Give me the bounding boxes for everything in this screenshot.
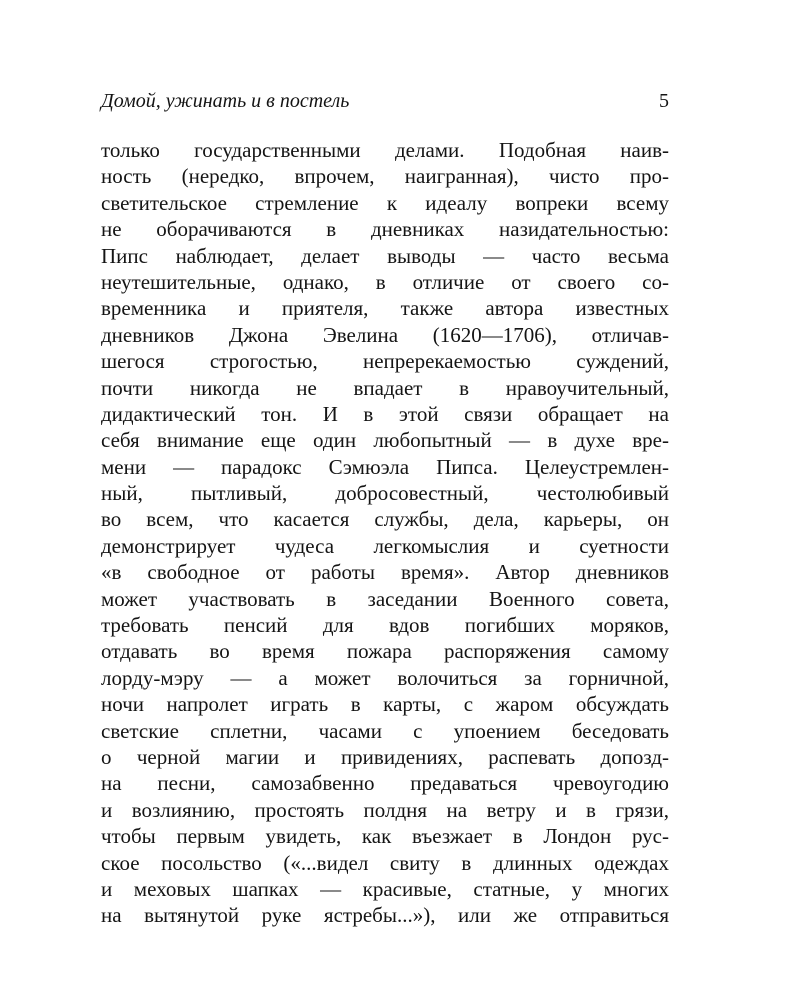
text-line: ность (нередко, впрочем, наигранная), чисто про- — [101, 164, 669, 189]
text-line: мени — парадокс Сэмюэла Пипса. Целеустремлен- — [101, 454, 669, 479]
text-line: ночи напролет играть в карты, с жаром обсуждать — [101, 692, 669, 717]
text-line: лорду-мэру — а может волочиться за горничной, — [101, 665, 669, 690]
text-line: «в свободное от работы время». Автор дневников — [101, 560, 669, 585]
text-line: неутешительные, однако, в отличие от своего со- — [101, 269, 669, 294]
text-line: и меховых шапках — красивые, статные, у многих — [101, 876, 669, 901]
text-line: требовать пенсий для вдов погибших моряков, — [101, 613, 669, 638]
text-line: дидактический тон. И в этой связи обращает на — [101, 401, 669, 426]
text-line: ный, пытливый, добросовестный, честолюбивый — [101, 481, 669, 506]
text-line: во всем, что касается службы, дела, карьеры, он — [101, 507, 669, 532]
text-line: временника и приятеля, также автора известных — [101, 296, 669, 321]
body-text — [101, 137, 669, 929]
text-line: светские сплетни, часами с упоением беседовать — [101, 718, 669, 743]
text-line: демонстрирует чудеса легкомыслия и суетности — [101, 533, 669, 558]
text-line: не оборачиваются в дневниках назидательностью: — [101, 217, 669, 242]
page-number: 5 — [659, 90, 669, 112]
text-line: на песни, самозабвенно предаваться чревоугодию — [101, 771, 669, 796]
text-line: может участвовать в заседании Военного совета, — [101, 586, 669, 611]
text-line: дневников Джона Эвелина (1620—1706), отличав- — [101, 322, 669, 347]
text-line: и возлиянию, простоять полдня на ветру и в грязи, — [101, 797, 669, 822]
text-line: шегося строгостью, непререкаемостью суждений, — [101, 349, 669, 374]
text-line: на вытянутой руке ястребы...»), или же отправиться — [101, 903, 669, 928]
text-line: чтобы первым увидеть, как въезжает в Лондон рус- — [101, 824, 669, 849]
text-line: Пипс наблюдает, делает выводы — часто весьма — [101, 243, 669, 268]
running-title: Домой, ужинать и в постель — [101, 90, 350, 112]
text-line: ское посольство («...видел свиту в длинных одеждах — [101, 850, 669, 875]
text-line: только государственными делами. Подобная наив- — [101, 138, 669, 162]
text-line: светительское стремление к идеалу вопреки всему — [101, 190, 669, 215]
running-head — [101, 88, 669, 114]
text-line: себя внимание еще один любопытный — в духе вре- — [101, 428, 669, 453]
text-line: о черной магии и привидениях, распевать допозд- — [101, 744, 669, 769]
text-line: почти никогда не впадает в нравоучительный, — [101, 375, 669, 400]
text-line: отдавать во время пожара распоряжения самому — [101, 639, 669, 664]
